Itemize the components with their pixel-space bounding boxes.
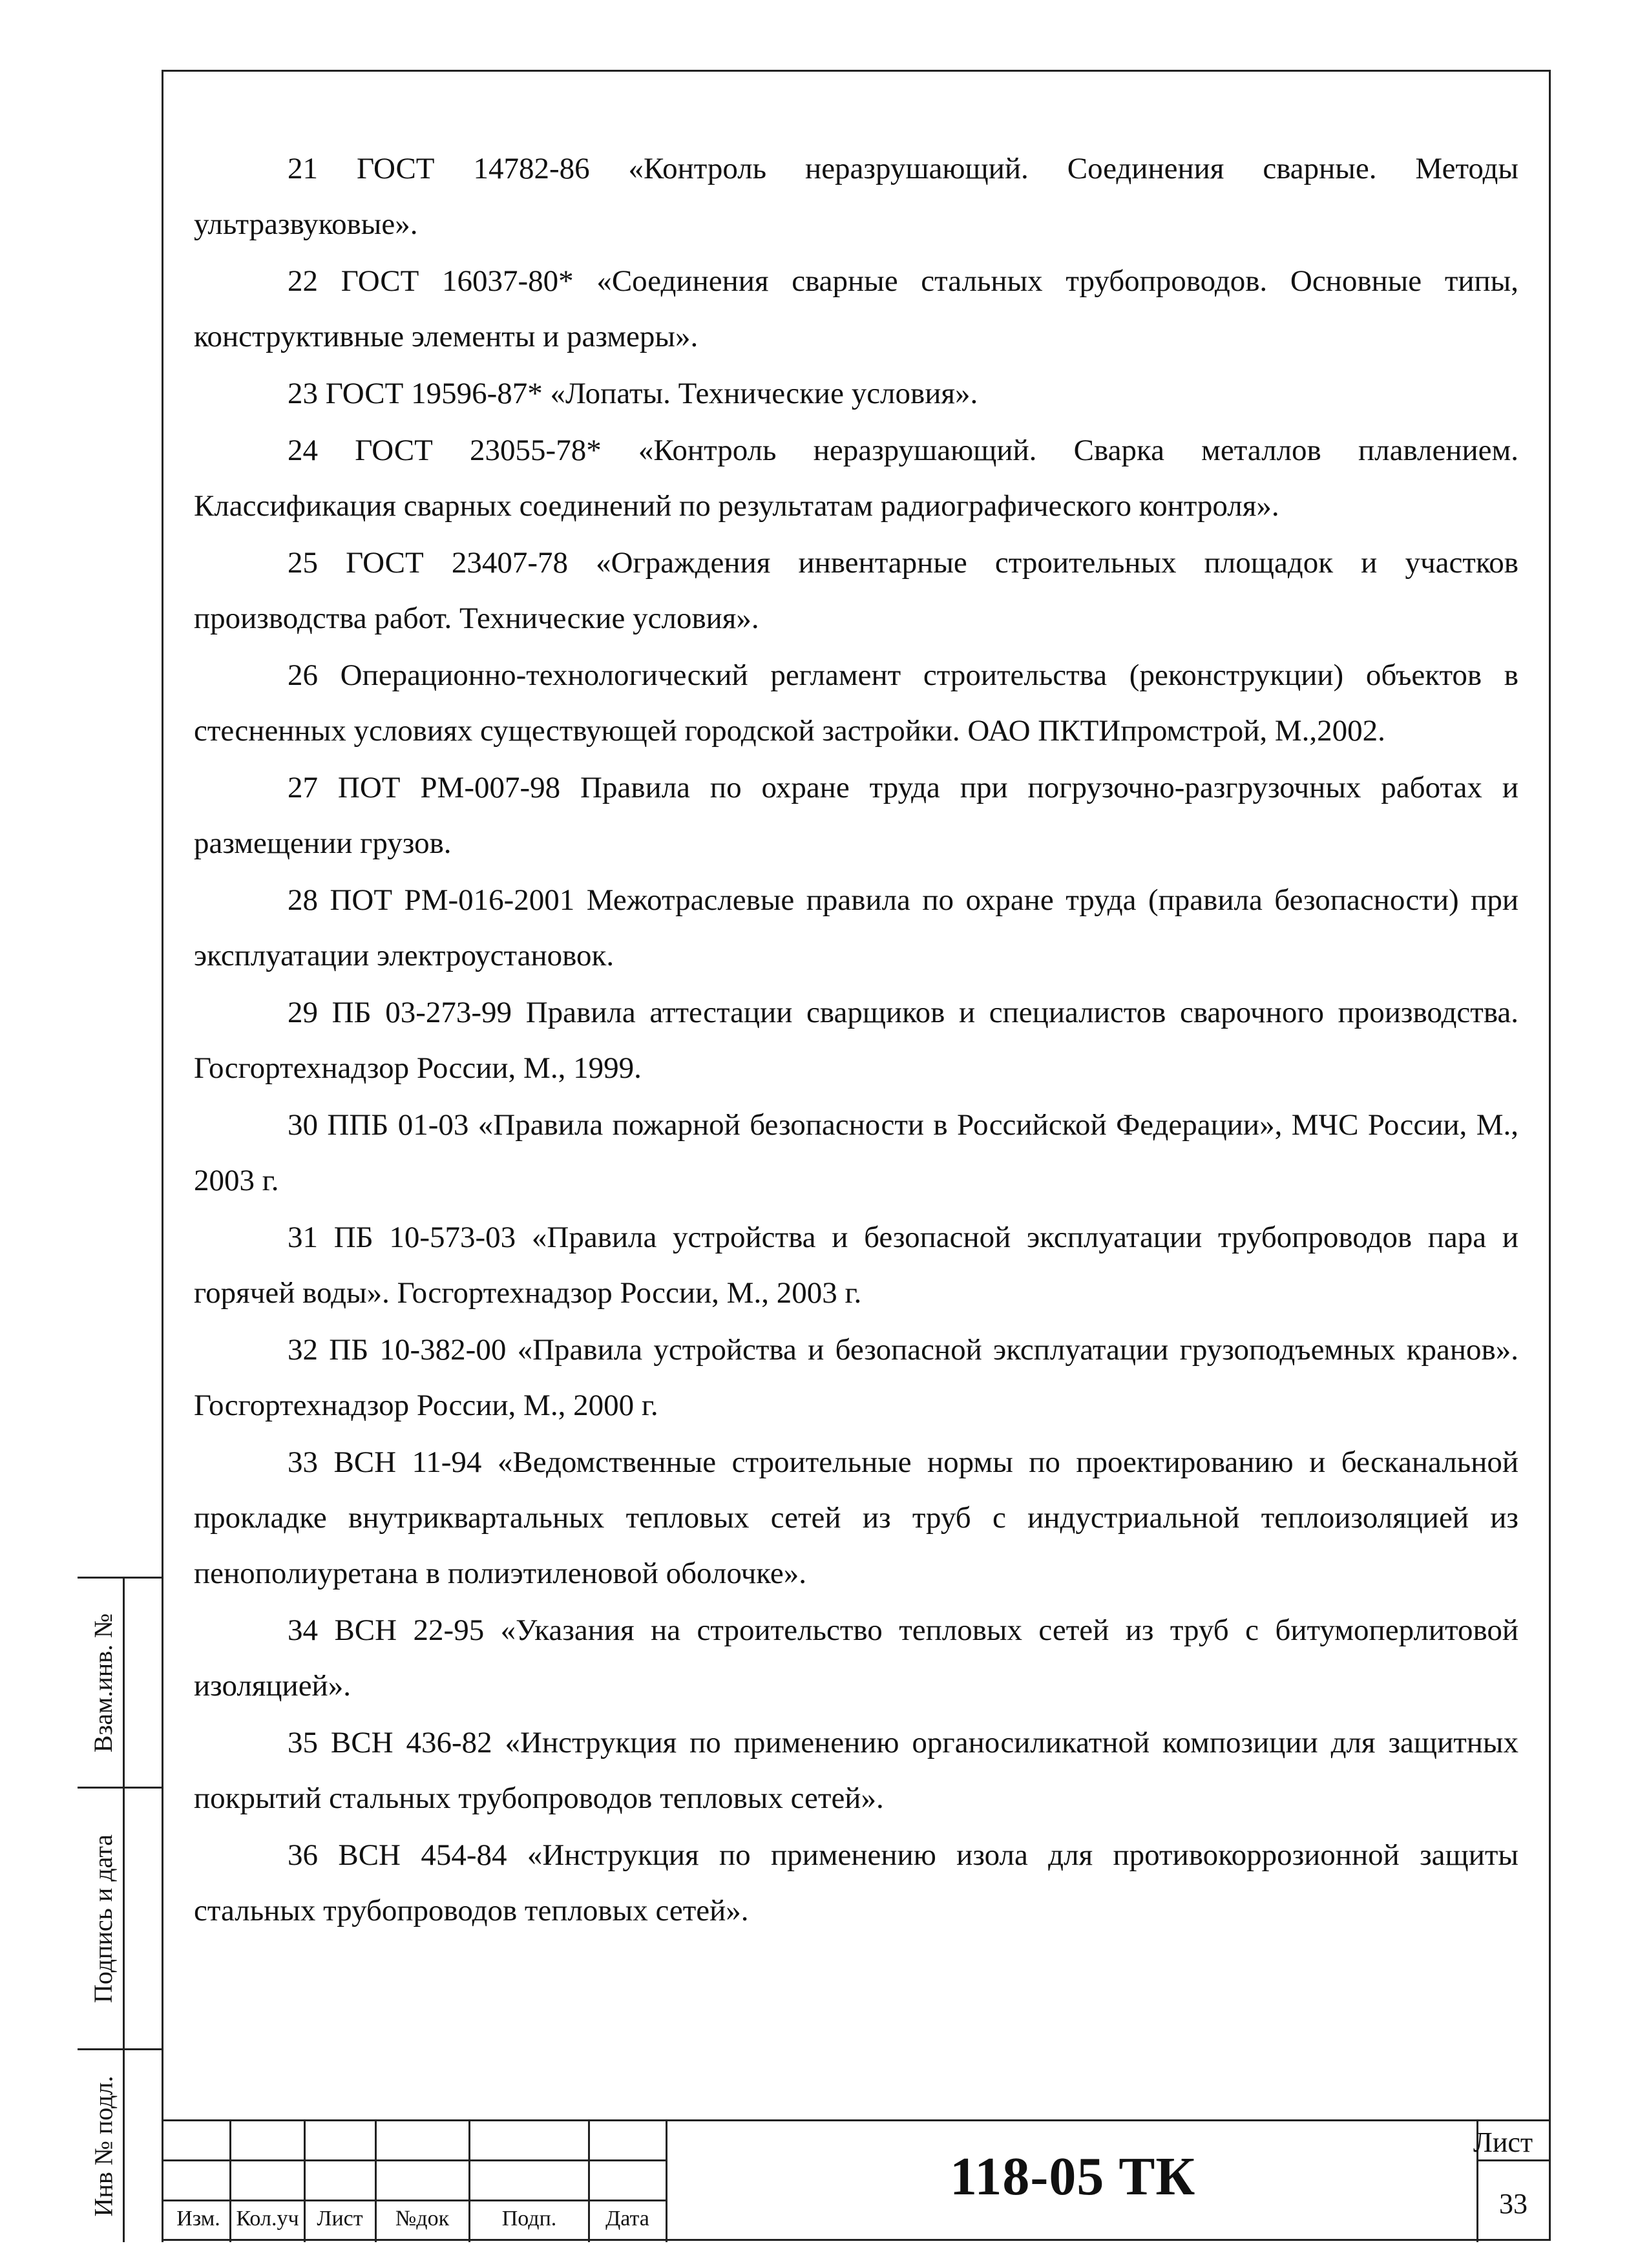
sheet-label: Лист <box>1473 2126 1533 2158</box>
reference-item: 27 ПОТ РМ-007-98 Правила по охране труда при погрузочно-разгрузочных работах и размещении грузов. <box>194 771 1518 860</box>
reference-item: 24 ГОСТ 23055-78* «Контроль неразрушающий. Сварка металлов плавлением. Классификация сварных соединений по результатам радиографического контроля». <box>194 434 1518 523</box>
col-ndok: №док <box>395 2207 450 2231</box>
reference-item: 23 ГОСТ 19596-87* «Лопаты. Технические условия». <box>288 377 978 410</box>
reference-item: 34 ВСН 22-95 «Указания на строительство тепловых сетей из труб с битумоперлитовой изоляцией». <box>194 1613 1518 1703</box>
col-podp: Подп. <box>501 2207 557 2231</box>
stamp-sign-date-label: Подпись и дата <box>89 1834 118 2003</box>
reference-item: 26 Операционно-технологический регламент строительства (реконструкции) объектов в стесненных условиях существующей городской застройки. ОАО ПКТИпромстрой, М.,2002. <box>194 658 1518 748</box>
reference-item: 30 ППБ 01-03 «Правила пожарной безопасности в Российской Федерации», МЧС России, М., 2003 г. <box>194 1108 1518 1197</box>
stamp-inv-orig <box>78 2048 162 2242</box>
reference-item: 21 ГОСТ 14782-86 «Контроль неразрушающий. Соединения сварные. Методы ультразвуковые». <box>194 152 1518 241</box>
stamp-sign-date <box>78 1787 162 2048</box>
reference-item: 31 ПБ 10-573-03 «Правила устройства и безопасной эксплуатации трубопроводов пара и горячей воды». Госгортехнадзор России, М., 2003 г. <box>194 1221 1518 1310</box>
reference-item: 36 ВСН 454-84 «Инструкция по применению изола для противокоррозионной защиты стальных трубопроводов тепловых сетей». <box>194 1838 1518 1927</box>
stamp-replace-inv <box>78 1577 162 1787</box>
reference-item: 35 ВСН 436-82 «Инструкция по применению органосиликатной композиции для защитных покрытий стальных трубопроводов тепловых сетей». <box>194 1726 1518 1815</box>
reference-item: 32 ПБ 10-382-00 «Правила устройства и безопасной эксплуатации грузоподъемных кранов». Госгортехнадзор России, М., 2000 г. <box>194 1333 1518 1422</box>
reference-item: 33 ВСН 11-94 «Ведомственные строительные нормы по проектированию и бесканальной прокладке внутриквартальных тепловых сетей из труб с индустриальной теплоизоляцией из пенополиуретана в полиэтиленовой оболочке». <box>194 1445 1518 1590</box>
col-izm: Изм. <box>176 2207 220 2231</box>
reference-item: 25 ГОСТ 23407-78 «Ограждения инвентарные строительных площадок и участков производства работ. Технические условия». <box>194 546 1518 635</box>
stamp-replace-inv-label: Взам.инв. № <box>89 1613 118 1752</box>
col-list: Лист <box>317 2207 363 2231</box>
reference-item: 28 ПОТ РМ-016-2001 Межотраслевые правила по охране труда (правила безопасности) при эксплуатации электроустановок. <box>194 883 1518 972</box>
col-kol-uch: Кол.уч <box>236 2207 299 2231</box>
reference-list <box>194 141 1518 1940</box>
document-code: 118-05 ТК <box>950 2147 1196 2207</box>
title-block <box>162 2119 1551 2242</box>
sheet-number: 33 <box>1499 2188 1528 2220</box>
reference-item: 29 ПБ 03-273-99 Правила аттестации сварщиков и специалистов сварочного производства. Госгортехнадзор России, М., 1999. <box>194 996 1518 1085</box>
stamp-inv-orig-label: Инв № подл. <box>89 2075 118 2217</box>
col-data: Дата <box>605 2207 649 2231</box>
reference-item: 22 ГОСТ 16037-80* «Соединения сварные стальных трубопроводов. Основные типы, конструктивные элементы и размеры». <box>194 264 1518 353</box>
